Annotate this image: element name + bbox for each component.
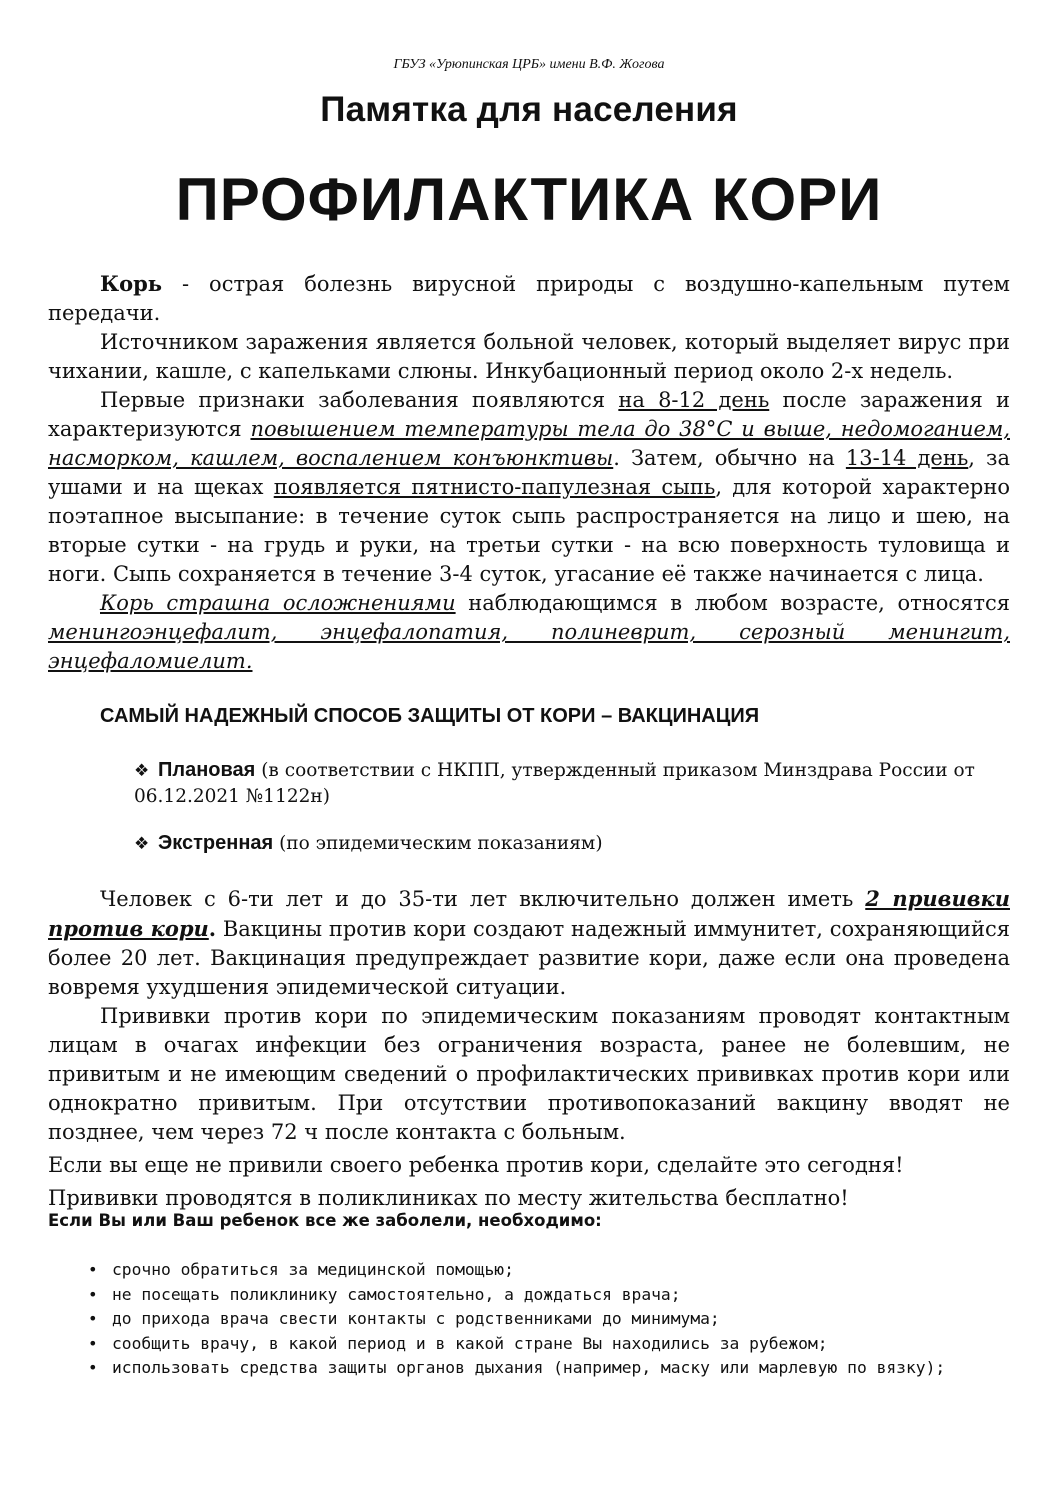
vaccination-heading: САМЫЙ НАДЕЖНЫЙ СПОСОБ ЗАЩИТЫ ОТ КОРИ – ВАКЦИНАЦИЯ — [100, 705, 760, 727]
list-item: • до прихода врача свести контакты с родственниками до минимума; — [88, 1307, 1018, 1332]
diamond-bullet-icon: ❖ — [134, 834, 150, 854]
list-item: • использовать средства защиты органов дыхания (например, маску или марлевую по вязку); — [88, 1356, 1018, 1381]
diamond-bullet-icon: ❖ — [134, 761, 150, 781]
details-section — [48, 884, 1010, 1213]
intro-paragraph-source: Источником заражения является больной человек, который выделяет вирус при чихании, кашле, с капельками слюны. Инкубационный период около 2-х недель. — [48, 330, 1010, 383]
if-ill-list — [88, 1258, 1018, 1381]
call-to-action-free: Прививки проводятся в поликлиниках по месту жительства бесплатно! — [48, 1186, 849, 1210]
document-subtitle: Памятка для населения — [320, 90, 738, 129]
intro-paragraph-complications: Корь страшна осложнениями наблюдающимся в любом возрасте, относятся менингоэнцефалит, энцефалопатия, полиневрит, серозный менингит, энцефаломиелит. — [48, 591, 1010, 673]
call-to-action-vaccinate: Если вы еще не привили своего ребенка против кори, сделайте это сегодня! — [48, 1153, 904, 1177]
vaccination-planned-item: ❖ Плановая (в соответствии с НКПП, утвержденный приказом Минздрава России от 06.12.2021 №1122н) — [134, 759, 975, 807]
details-paragraph-schedule: Человек с 6-ти лет и до 35-ти лет включительно должен иметь 2 прививки против кори. Вакцины против кори создают надежный иммунитет, сохраняющийся более 20 лет. Вакцинация предупреждает развитие кори, даже если она проведена вовремя ухудшения эпидемической ситуации. — [48, 886, 1010, 999]
list-item: • срочно обратиться за медицинской помощью; — [88, 1258, 1018, 1283]
list-item: • не посещать поликлинику самостоятельно, а дождаться врача; — [88, 1283, 1018, 1308]
document-title: ПРОФИЛАКТИКА КОРИ — [175, 166, 883, 233]
organization-name: ГБУЗ «Урюпинская ЦРБ» имени В.Ф. Жогова — [393, 57, 665, 72]
list-item: • сообщить врачу, в какой период и в какой стране Вы находились за рубежом; — [88, 1332, 1018, 1357]
if-ill-title: Если Вы или Ваш ребенок все же заболели, необходимо: — [48, 1211, 602, 1230]
details-paragraph-emergency: Прививки против кори по эпидемическим показаниям проводят контактным лицам в очагах инфекции без ограничения возраста, ранее не болевшим, не привитым и не имеющим сведений о профилактических прививках против кори или однократно привитым. При отсутствии противопоказаний вакцину вводят не позднее, чем через 72 ч после контакта с больным. — [48, 1004, 1010, 1144]
term-measles: Корь — [100, 271, 163, 296]
vaccination-emergency-item: ❖ Экстренная (по эпидемическим показаниям) — [134, 831, 1010, 857]
intro-section — [48, 269, 1010, 676]
intro-paragraph-symptoms: Первые признаки заболевания появляются на 8-12 день после заражения и характеризуются повышением температуры тела до 38°С и выше, недомоганием, насморком, кашлем, воспалением конъюнктивы. Затем, обычно на 13-14 день, за ушами и на щеках появляется пятнисто-папулезная сыпь, для которой характерно поэтапное высыпание: в течение суток сыпь распространяется на лицо и шею, на вторые сутки - на грудь и руки, на третьи сутки - на всю поверхность туловища и ноги. Сыпь сохраняется в течение 3-4 суток, угасание её также начинается с лица. — [48, 388, 1010, 586]
intro-paragraph-definition: Корь - острая болезнь вирусной природы с воздушно-капельным путем передачи. — [48, 271, 1010, 325]
